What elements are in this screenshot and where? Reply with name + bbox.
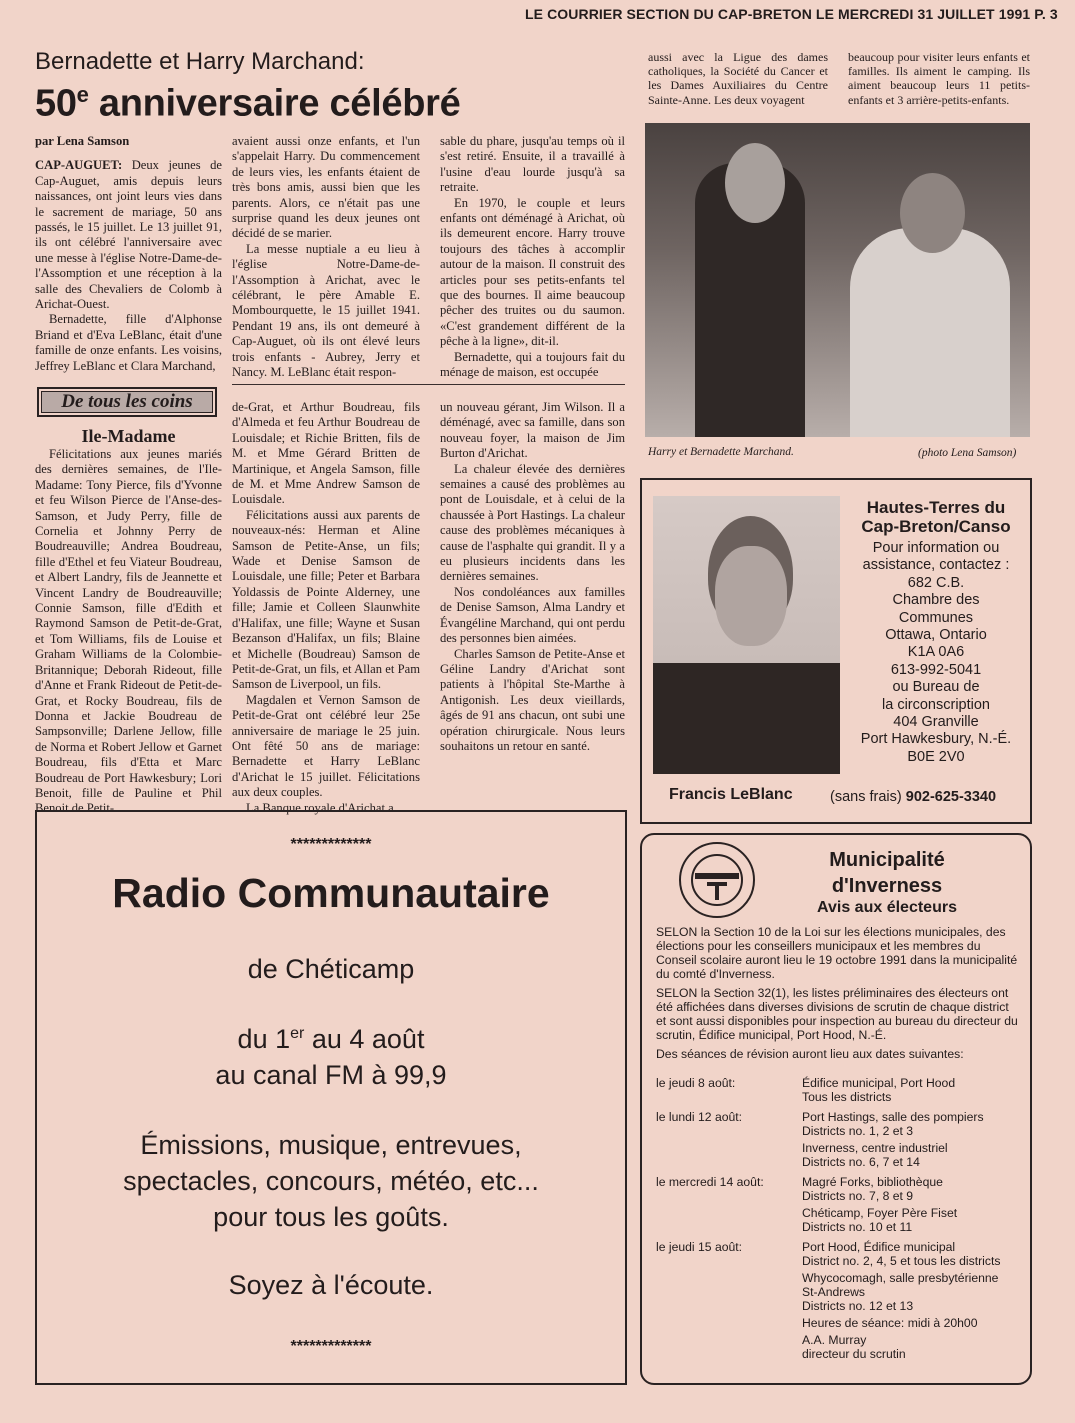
article-paragraph: En 1970, le couple et leurs enfants ont déménagé à Arichat, où ils demeurent encore. Harry trouve toujours des tâches à accomplir autour de la maison. Il construit des articles pour ses petits-enfants tel que des bournes. Il aime beaucoup pêcher des truites ou du saumon. «C'est grandement différent de la pêche à la ligne», dit-il. — [440, 195, 625, 349]
byline: par Lena Samson — [35, 134, 130, 148]
article-column-1 — [35, 134, 222, 374]
radio-place: de Chéticamp — [247, 954, 415, 984]
radio-advertisement — [35, 810, 627, 1385]
headline-superscript: e — [76, 82, 89, 107]
headline-number: 50 — [35, 82, 77, 125]
coins-column-1 — [35, 447, 222, 817]
column-divider — [232, 384, 625, 385]
news-paragraph: de-Grat, et Arthur Boudreau, fils d'Almeda et feu Arthur Boudreau de Louisdale; et Richie Britten, fils de M. et Mme Gérard Britten de Martinique, et Angela Samson, fille de M. et Mme Andrew Samson de Louisdale. — [232, 400, 420, 507]
county-seal-icon — [677, 840, 757, 920]
article-kicker: Bernadette et Harry Marchand: — [35, 48, 365, 75]
news-paragraph: Nos condoléances aux familles de Denise Samson, Alma Landry et Évangéline Marchand, qui ont perdu des personnes bien aimées. — [440, 584, 625, 646]
coins-column-3 — [440, 400, 625, 754]
article-column-5 — [848, 50, 1030, 107]
page-header: LE COURRIER SECTION DU CAP-BRETON LE MERCREDI 31 JUILLET 1991 P. 3 — [525, 6, 1058, 22]
mp-name: Francis LeBlanc — [669, 786, 793, 803]
news-paragraph: Félicitations aux jeunes mariés des dernières semaines, de l'Ile-Madame: Tony Pierce, fils d'Yvonne et feu Wilson Pierce de l'Anse-des-Samson, et Judy Perry, fille de Cornelia et Johnny Perry de Boudreauville; Andrea Boudreau, fille d'Ethel et feu Viateur Boudreau, et Albert Landry, fils de Jeannette et Vincent Landry de Boudreauville; Connie Samson, fille d'Edith et Raymond Samson de Petit-de-Grat, et Tom Williams, fils de Louise et Graham Williams de la Colombie-Britannique; Deborah Rideout, fille d'Anne et Frank Rideout de Petit-de-Grat, et Rocky Boudreau, fils de Donna et Jackie Boudreau de Sampsonville; Darlene Jellow, fille de Norma et Robert Jellow et Garnet Boudreau, fils d'Etta et Marc Boudreau de Port Hawkesbury; Lori Benoit, fille de Pauline et Phil Benoit de Petit- — [35, 447, 222, 816]
news-paragraph: Charles Samson de Petite-Anse et Géline Landry d'Arichat sont patients à l'hôpital Ste-Marthe à Antigonish. Les deux vieillards, âgés de 91 ans chacun, ont subi une opération chirurgicale. Nous leurs souhaitons un retour en santé. — [440, 646, 625, 753]
radio-programs-1: Émissions, musique, entrevues, — [140, 1130, 522, 1160]
article-headline — [35, 82, 460, 126]
signature: A.A. Murray directeur du scrutin — [802, 1333, 906, 1361]
municipal-notice — [640, 833, 1032, 1385]
section-heading: Ile-Madame — [81, 426, 176, 446]
notice-paragraph: Des séances de révision auront lieu aux dates suivantes: — [656, 1047, 964, 1061]
news-paragraph: La Banque royale d'Arichat a — [246, 800, 394, 815]
article-paragraph: beaucoup pour visiter leurs enfants et familles. Ils aiment le camping. Ils aiment beaucoup leurs 11 petits-enfants et 3 arrière-petits-enfants. — [848, 50, 1030, 107]
radio-title: Radio Communautaire — [112, 870, 550, 916]
radio-tagline: Soyez à l'écoute. — [228, 1270, 434, 1300]
radio-programs-3: pour tous les goûts. — [213, 1202, 449, 1232]
schedule-row: le lundi 12 août: Port Hastings, salle des pompiers Districts no. 1, 2 et 3 Inverness, centre industriel Districts no. 6, 7 et 14 — [656, 1110, 984, 1169]
stars-divider: ************* — [290, 836, 372, 853]
schedule-row: le mercredi 14 août: Magré Forks, bibliothèque Districts no. 7, 8 et 9 Chéticamp, Foyer Père Fiset Districts no. 10 et 11 — [656, 1175, 958, 1234]
radio-dates: du 1er au 4 août — [237, 1024, 425, 1054]
article-column-4 — [648, 50, 828, 107]
schedule-row: le jeudi 15 août: Port Hood, Édifice municipal District no. 2, 4, 5 et tous les districts Whycocomagh, salle presbytérienne St-Andrews Districts no. 12 et 13 Heures de séance: midi à 20h00 A.A. Murray directeur du scrutin — [656, 1240, 1001, 1361]
mp-riding: Hautes-Terres du Cap-Breton/Canso — [861, 498, 1011, 536]
section-banner: De tous les coins — [37, 387, 217, 417]
notice-paragraph: SELON la Section 10 de la Loi sur les élections municipales, des élections pour les conseillers municipaux et les membres du Conseil scolaire auront lieu le 19 octobre 1991 dans la municipalité du comté d'Inverness. — [656, 925, 1018, 981]
notice-subtitle: Avis aux électeurs — [817, 899, 957, 916]
headline-text: anniversaire célébré — [88, 82, 461, 125]
article-paragraph: Bernadette, fille d'Alphonse Briand et d'Eva LeBlanc, était d'une famille de onze enfants. Les voisins, Jeffrey LeBlanc et Clara Marchand, — [35, 312, 222, 373]
article-paragraph: La messe nuptiale a eu lieu à l'église Notre-Dame-de-l'Assomption à Arichat, avec le célébrant, le père Amable E. Mombourquette, le 15 juillet 1941. Pendant 19 ans, ils ont demeuré à Cap-Auguet, où ils ont élevé leurs trois enfants - Aubrey, Jerry et Nancy. M. LeBlanc était respon- — [232, 241, 420, 380]
article-column-2 — [232, 134, 420, 381]
notice-title: Municipalité d'Inverness — [829, 849, 945, 897]
notice-body — [656, 925, 1018, 1061]
photo-credit: (photo Lena Samson) — [918, 447, 1017, 459]
session-hours: Heures de séance: midi à 20h00 — [802, 1316, 978, 1330]
portrait-photo — [653, 496, 840, 774]
news-paragraph: un nouveau gérant, Jim Wilson. Il a déménagé, avec sa famille, dans son nouveau foyer, la maison de Jim Burton d'Arichat. — [440, 400, 625, 461]
news-paragraph: La chaleur élevée des dernières semaines a causé des problèmes au pont de Louisdale, et à celui de la chaussée à Port Hastings. La chaleur cause des problèmes mécaniques à cause de l'asphalte qui grandit. Il y a eu plusieurs incidents dans les dernières semaines. — [440, 461, 625, 584]
article-paragraph: CAP-AUGUET: Deux jeunes de Cap-Auguet, amis depuis leurs naissances, ont joint leurs vies dans le sacrement de mariage, 50 ans passés, le 15 juillet. Le 13 juillet 91, ils ont célébré l'anniversaire avec une messe à l'église Notre-Dame-de-l'Assomption et une réception à la salle des Chevaliers de Colomb à Arichat-Ouest. — [35, 158, 222, 312]
coins-column-2 — [232, 400, 420, 816]
couple-photo — [645, 123, 1030, 437]
notice-paragraph: SELON la Section 32(1), les listes préliminaires des électeurs ont été affichées dans diverses divisions de scrutin de chaque district et sont aussi disponibles pour inspection au bureau du directeur du scrutin, Édifice municipal, Port Hood, N.-É. — [656, 986, 1018, 1042]
radio-programs-2: spectacles, concours, météo, etc... — [123, 1166, 539, 1196]
dateline: CAP-AUGUET: — [35, 158, 123, 173]
revision-schedule — [656, 1076, 1021, 1367]
schedule-row: le jeudi 8 août: Édifice municipal, Port Hood Tous les districts — [656, 1076, 956, 1104]
article-paragraph: aussi avec la Ligue des dames catholiques, la Société du Cancer et les Dames Auxiliaires du Centre Sainte-Anne. Les deux voyagent — [648, 50, 828, 107]
mp-advertisement — [640, 478, 1032, 824]
mp-contact: Pour information ou assistance, contactez : 682 C.B. Chambre des Communes Ottawa, Ontario K1A 0A6 613-992-5041 ou Bureau de la circonscription 404 Granville Port Hawkesbury, N.-É. B0E 2V0 — [860, 540, 1012, 765]
mp-tollfree: (sans frais) 902-625-3340 — [830, 789, 997, 805]
stars-divider: ************* — [290, 1338, 372, 1355]
article-column-3 — [440, 134, 625, 381]
article-paragraph: avaient aussi onze enfants, et l'un s'appelait Harry. Du commencement de leurs vies, les enfants étaient de très bons amis, aussi bien que les parents. Alors, ce n'était pas une surprise quand les deux jeunes ont décidé de se marier. — [232, 134, 420, 241]
article-paragraph: Bernadette, qui a toujours fait du ménage de maison, est occupée — [440, 349, 625, 380]
news-paragraph: Magdalen et Vernon Samson de Petit-de-Grat ont célébré leur 25e anniversaire de mariage le 25 juin. Ont fêté 50 ans de mariage: Bernadette et Harry LeBlanc d'Arichat le 15 juillet. Félicitations aux deux couples. — [232, 692, 420, 800]
news-paragraph: Félicitations aussi aux parents de nouveaux-nés: Herman et Aline Samson de Petite-Anse, un fils; Wade et Denise Samson de Louisdale, une fille; Peter et Barbara Yoldassis de Pointe Alderney, une fille; Jamie et Colleen Slaunwhite d'Halifax, une fille; Wayne et Susan Bezanson d'Halifax, un fils; Blaine et Michelle (Boudreau) Samson de Petit-de-Grat, un fils, et Allan et Pam Samson de Liverpool, un fils. — [232, 507, 420, 692]
article-paragraph: sable du phare, jusqu'au temps où il s'est retiré. Ensuite, il a travaillé à l'usine d'eau lourde jusqu'à sa retraite. — [440, 134, 625, 195]
photo-caption: Harry et Bernadette Marchand. — [648, 446, 794, 458]
radio-channel: au canal FM à 99,9 — [215, 1060, 447, 1090]
